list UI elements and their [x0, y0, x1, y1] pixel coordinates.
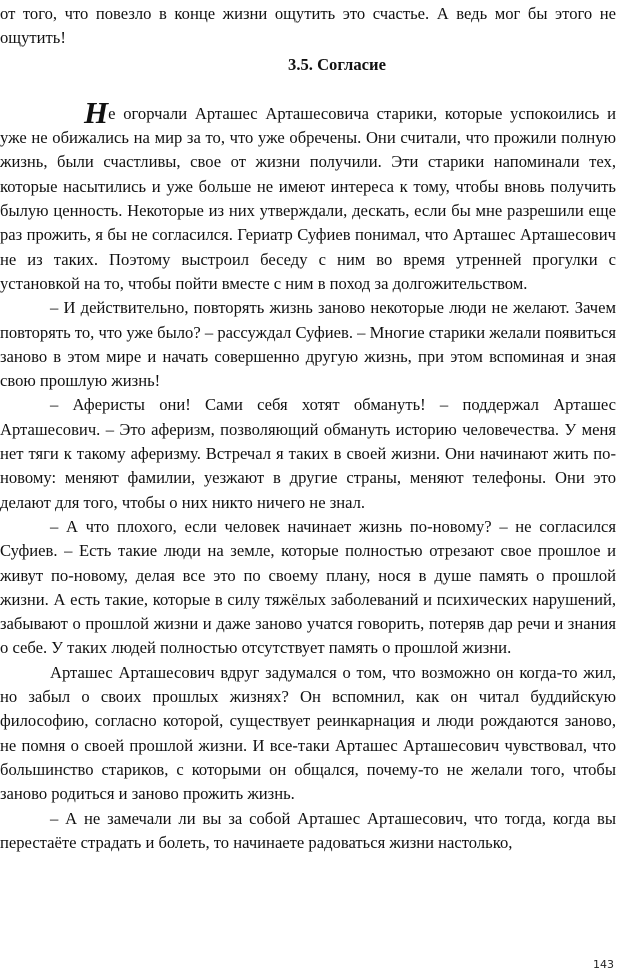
- section-heading: 3.5. Согласие: [288, 54, 386, 74]
- paragraph-2: – Аферисты они! Сами себя хотят обмануть! – поддержал Арташес Арташесович. – Это аферизм, позволяющий обмануть историю человечества. У меня нет тяги к такому аферизму. Встречал я таких в своей жизни. Они начинают жить по-новому: меняют фамилии, уезжают в другие страны, меняют телефоны. Они это делают для того, чтобы о них никто ничего не знал.: [0, 395, 616, 512]
- page-text: [0, 2, 616, 855]
- paragraph-5: – А не замечали ли вы за собой Арташес Арташесович, что тогда, когда вы перестаёте страдать и болеть, то начинаете радоваться жизни настолько,: [0, 808, 616, 852]
- first-paragraph: [0, 94, 616, 296]
- page-number: 143: [593, 958, 614, 971]
- paragraph-4: Арташес Арташесович вдруг задумался о том, что возможно он когда-то жил, но забыл о своих прошлых жизнях? Он вспомнил, как он читал буддийскую философию, согласно которой, существует реинкарнация и люди рождаются заново, не помня о своей прошлой жизни. И все-таки Арташес Арташесович чувствовал, что большинство стариков, с которыми он общался, почему-то не желали того, чтобы заново родиться и заново прожить жизнь.: [0, 662, 616, 804]
- first-paragraph-text: е огорчали Арташес Арташесовича старики, которые успокоились и уже не обижались на мир за то, что уже обречены. Они считали, что прожили полную жизнь, были счастливы, свое от жизни получили. Эти старики напоминали тех, которые насытились и уже больше не имеют интереса к тому, чтобы вновь получить былую ценность. Некоторые из них утверждали, дескать, если бы мне разрешили еще раз прожить, я бы не согласился. Гериатр Суфиев понимал, что Арташес Арташесович не из таких. Поэтому выстроил беседу с ним во время утренней прогулки с установкой на то, чтобы пойти вместе с ним в поход за долгожительством.: [0, 103, 616, 293]
- opening-paragraph: от того, что повезло в конце жизни ощутить это счастье. А ведь мог бы этого не ощутить!: [0, 4, 616, 48]
- paragraph-1: – И действительно, повторять жизнь заново некоторые люди не желают. Зачем повторять то, что уже было? – рассуждал Суфиев. – Многие старики желали появиться заново в этом мире и начать совершенно другую жизнь, при этом вспоминая и зная свою прошлую жизнь!: [0, 298, 616, 391]
- paragraph-3: – А что плохого, если человек начинает жизнь по-новому? – не согласился Суфиев. – Есть такие люди на земле, которые полностью отрезают свое прошлое и живут по-новому, делая все это по своему плану, нося в душе память о прошлой жизни. А есть такие, которые в силу тяжёлых заболеваний и психических нарушений, забывают о прошлой жизни и даже заново учатся говорить, потеряв дар речи и знания о себе. У таких людей полностью отсутствует память о прошлой жизни.: [0, 516, 616, 658]
- drop-cap: Н: [84, 94, 109, 130]
